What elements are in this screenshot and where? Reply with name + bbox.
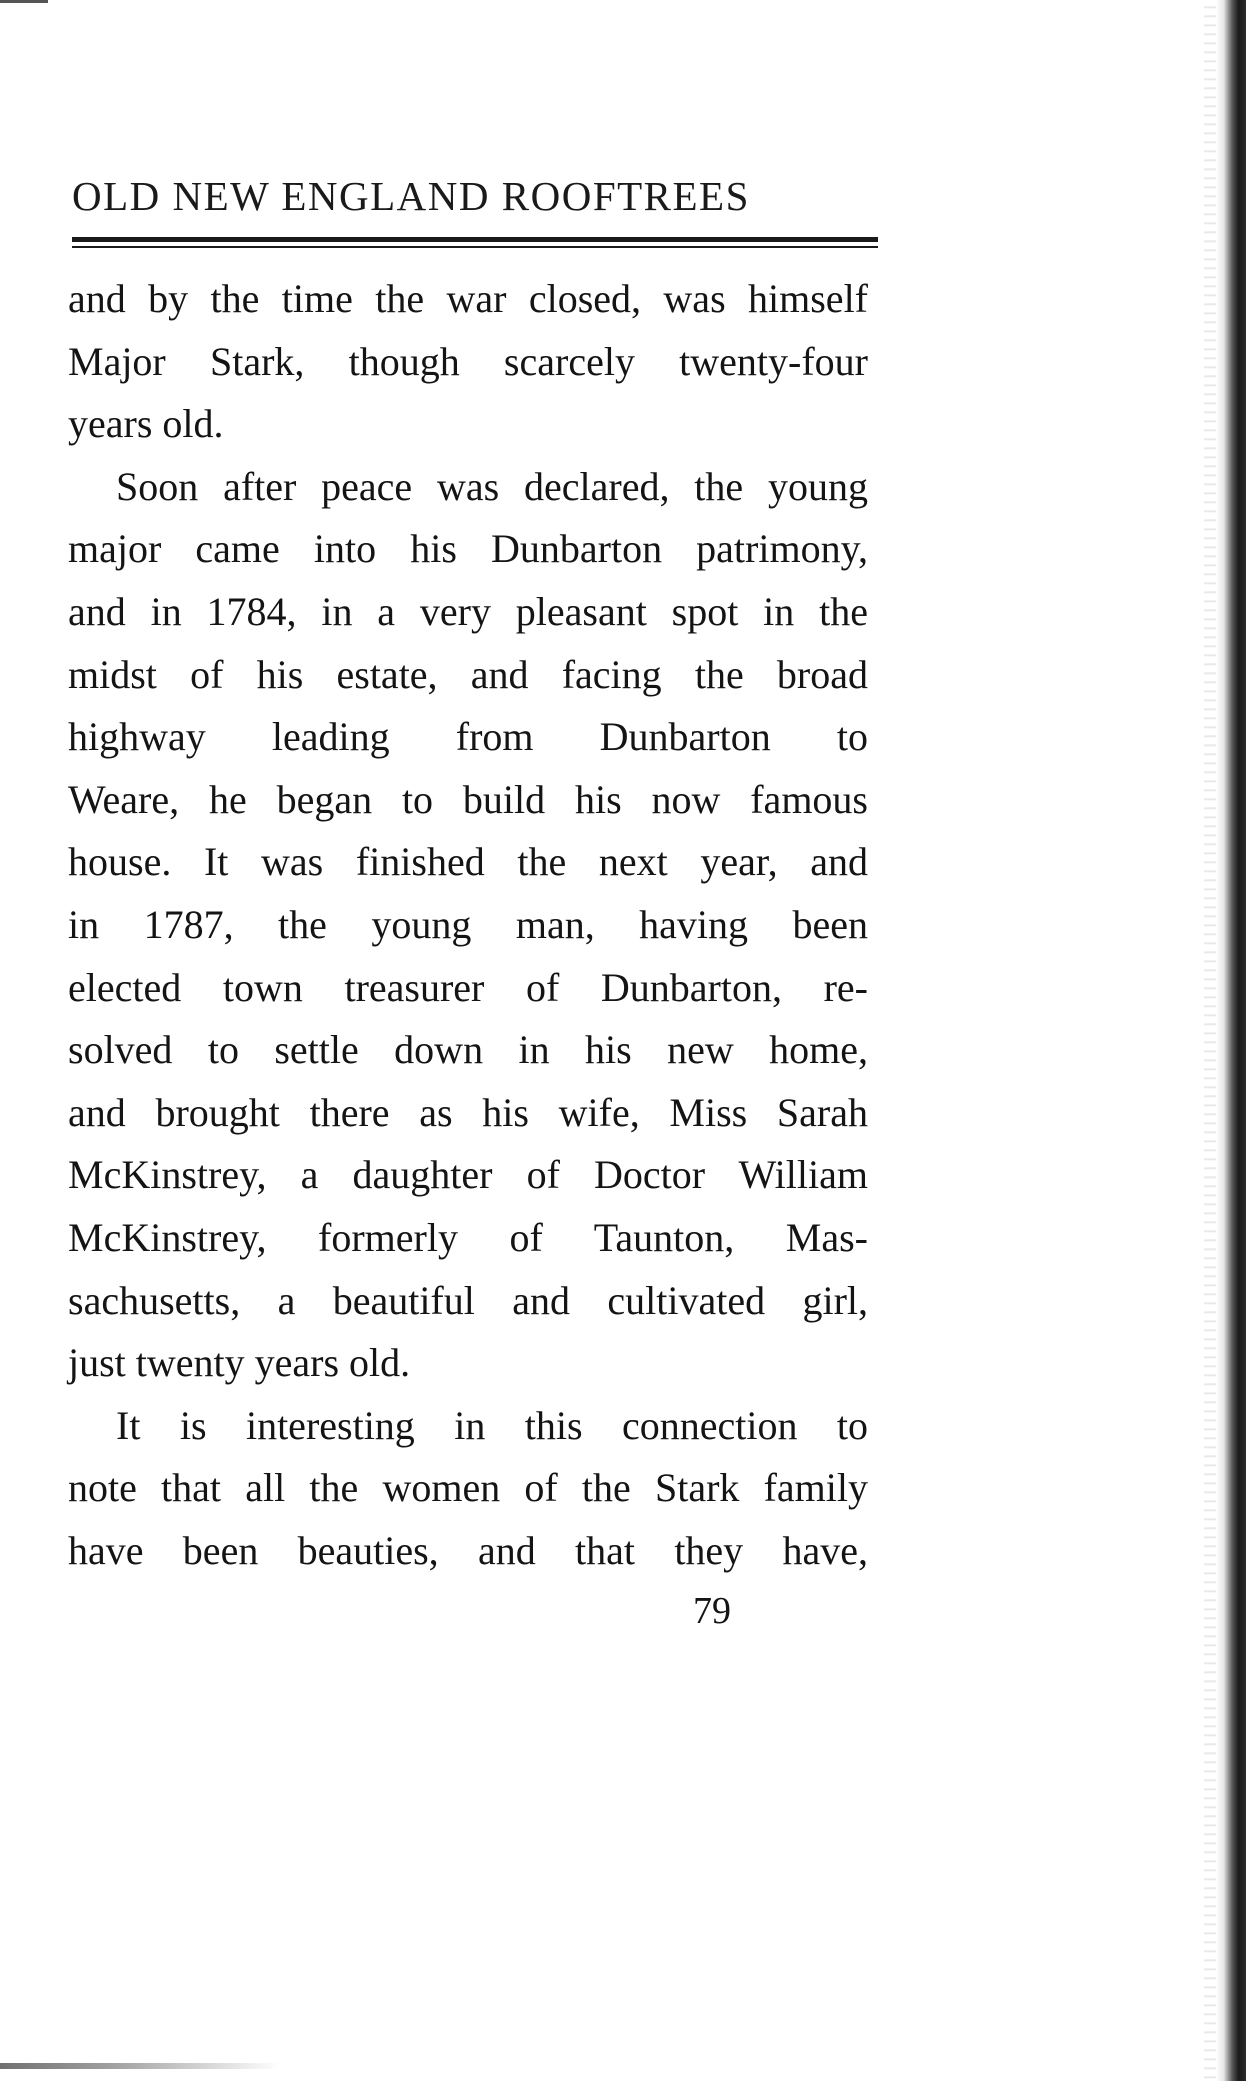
paragraph xyxy=(68,268,868,456)
text-line: note that all the women of the Stark family xyxy=(68,1465,868,1511)
text-line: McKinstrey, formerly of Taunton, Mas- xyxy=(68,1214,868,1260)
text-line: Soon after peace was declared, the young xyxy=(116,463,868,509)
page-number: 79 xyxy=(693,1590,731,1632)
header-rule-thick xyxy=(72,237,878,242)
text-line: McKinstrey, a daughter of Doctor William xyxy=(68,1152,868,1198)
binding-shadow xyxy=(1216,0,1246,2081)
text-line: and in 1784, in a very pleasant spot in the xyxy=(68,588,868,634)
paragraph xyxy=(68,1395,868,1583)
text-line: just twenty years old. xyxy=(68,1340,411,1386)
text-line: years old. xyxy=(68,401,224,447)
text-line: midst of his estate, and facing the broad xyxy=(68,651,868,697)
text-line: It is interesting in this connection to xyxy=(116,1402,868,1448)
text-line: highway leading from Dunbarton to xyxy=(68,714,868,760)
text-line: sachusetts, a beautiful and cultivated girl, xyxy=(68,1277,868,1323)
body-text xyxy=(68,268,868,1582)
text-line: and by the time the war closed, was himself xyxy=(68,276,868,321)
scan-edge-mark xyxy=(0,0,48,3)
scan-corner-mark xyxy=(0,2063,280,2069)
paragraph xyxy=(68,456,868,1395)
page-edge-texture xyxy=(1204,0,1216,2081)
text-line: in 1787, the young man, having been xyxy=(68,901,868,947)
text-line: have been beauties, and that they have, xyxy=(68,1527,868,1573)
text-line: solved to settle down in his new home, xyxy=(68,1027,868,1073)
text-line: house. It was finished the next year, and xyxy=(68,839,868,885)
text-line: Weare, he began to build his now famous xyxy=(68,776,868,822)
text-line: and brought there as his wife, Miss Sarah xyxy=(68,1089,868,1135)
text-line: major came into his Dunbarton patrimony, xyxy=(68,526,868,572)
text-line: elected town treasurer of Dunbarton, re- xyxy=(68,964,868,1010)
text-line: Major Stark, though scarcely twenty-four xyxy=(68,338,868,384)
running-head: OLD NEW ENGLAND ROOFTREES xyxy=(72,173,750,219)
header-rule-thin xyxy=(72,246,878,248)
